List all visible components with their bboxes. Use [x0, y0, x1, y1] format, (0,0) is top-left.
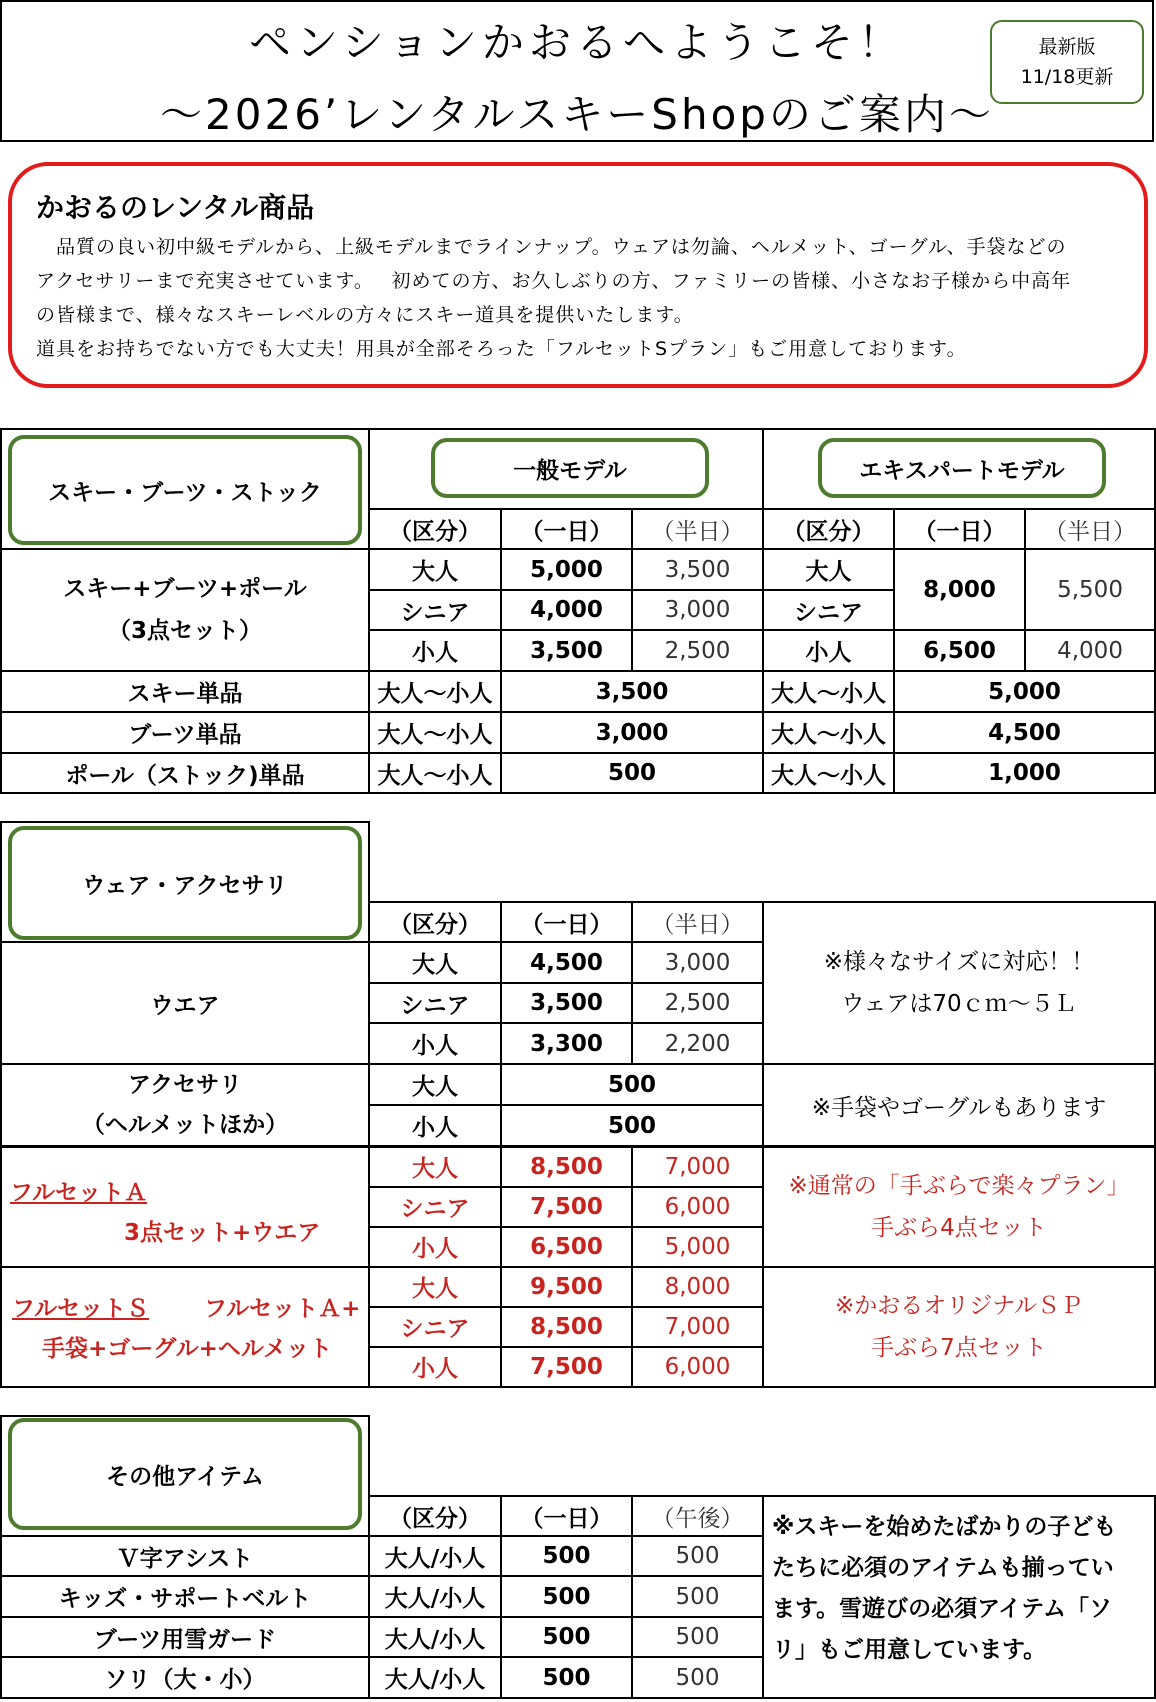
price-day: 8,500 — [501, 1147, 632, 1187]
fullset-a-desc: 3点セット+ウエア — [124, 1220, 321, 1246]
price-cell: 3,500 — [501, 671, 763, 712]
price-cell: 3,000 — [501, 712, 763, 753]
category-cell: 大人 — [369, 1267, 501, 1307]
category-cell: 大人～小人 — [763, 712, 894, 753]
category-cell: 小人 — [369, 1023, 501, 1064]
item-name: Ｖ字アシスト — [1, 1536, 369, 1576]
price-half: 5,000 — [632, 1227, 763, 1267]
header-day: （一日） — [501, 1496, 632, 1536]
category-cell: シニア — [369, 590, 501, 630]
price-half: 2,500 — [632, 630, 763, 671]
price-day: 500 — [501, 1536, 632, 1576]
category-cell: 大人 — [369, 1147, 501, 1187]
fullset-a-name-cell — [1, 1147, 369, 1267]
other-note: ※スキーを始めたばかりの子ども — [772, 1514, 1117, 1540]
category-cell: 大人～小人 — [369, 712, 501, 753]
general-model-label: 一般モデル — [431, 438, 709, 498]
category-cell: シニア — [369, 1307, 501, 1347]
item-name: キッズ・サポートベルト — [1, 1576, 369, 1617]
set-name-cell — [1, 549, 369, 671]
other-note-cell — [763, 1496, 1155, 1698]
category-cell: 小人 — [369, 1347, 501, 1387]
price-day: 5,000 — [501, 549, 632, 590]
fullset-s-desc: フルセットＡ+ — [204, 1295, 361, 1322]
price-half: 4,000 — [1025, 630, 1155, 671]
acc-note: ※手袋やゴーグルもあります — [763, 1064, 1155, 1147]
price-half: 7,000 — [632, 1147, 763, 1187]
price-cell: 500 — [501, 753, 763, 793]
category-cell: 大人～小人 — [369, 753, 501, 793]
blank-cell — [369, 822, 1155, 902]
fullset-a-note-cell — [763, 1147, 1155, 1267]
price-cell: 5,000 — [894, 671, 1155, 712]
header-category: （区分） — [369, 509, 501, 549]
price-cell: 500 — [501, 1105, 763, 1146]
price-day: 8,500 — [501, 1307, 632, 1347]
price-cell: 500 — [501, 1064, 763, 1105]
set-name-sub: （3点セット） — [107, 618, 262, 644]
section-label-wear: ウェア・アクセサリ — [8, 826, 362, 940]
header-category: （区分） — [763, 509, 894, 549]
fullset-s-note: ※かおるオリジナルＳＰ — [834, 1292, 1084, 1319]
price-day: 9,500 — [501, 1267, 632, 1307]
blank-cell — [369, 1416, 1155, 1496]
price-day: 3,500 — [501, 983, 632, 1023]
category-cell: 小人 — [763, 630, 894, 671]
item-name: ウエア — [1, 942, 369, 1064]
category-cell: 大人～小人 — [369, 671, 501, 712]
version-date: 11/18更新 — [1020, 66, 1114, 88]
intro-title: かおるのレンタル商品 — [36, 191, 315, 224]
price-half: 500 — [632, 1657, 763, 1698]
price-day: 500 — [501, 1576, 632, 1617]
price-half: 500 — [632, 1617, 763, 1657]
intro-line: 品質の良い初中級モデルから、上級モデルまでラインナップ。ウェアは勿論、ヘルメット、ゴーグル、手袋などの — [36, 236, 1067, 258]
fullset-a-name: フルセットＡ — [10, 1180, 148, 1206]
category-cell: 小人 — [369, 1105, 501, 1146]
price-day: 4,000 — [501, 590, 632, 630]
intro-line: 道具をお持ちでない方でも大丈夫！用具が全部そろった「フルセットSプラン」もご用意しております。 — [36, 338, 967, 360]
fullset-s-name: フルセットＳ — [12, 1295, 150, 1322]
price-cell: 1,000 — [894, 753, 1155, 793]
price-half: 2,500 — [632, 983, 763, 1023]
page-subtitle: ～2026’レンタルスキーShopのご案内～ — [160, 90, 994, 139]
category-cell: シニア — [369, 983, 501, 1023]
header-half: （半日） — [632, 902, 763, 942]
category-cell: 大人～小人 — [763, 671, 894, 712]
category-cell: 大人/小人 — [369, 1536, 501, 1576]
category-cell: 大人 — [369, 549, 501, 590]
fullset-s-name-cell — [1, 1267, 369, 1387]
acc-name-sub: （ヘルメットほか） — [81, 1112, 289, 1138]
price-half: 5,500 — [1025, 549, 1155, 630]
header-category: （区分） — [369, 1496, 501, 1536]
other-note: たちに必須のアイテムも揃ってい — [772, 1555, 1114, 1581]
header-day: （一日） — [501, 509, 632, 549]
price-day: 500 — [501, 1617, 632, 1657]
item-name: ソリ（大・小） — [1, 1657, 369, 1698]
price-half: 7,000 — [632, 1307, 763, 1347]
fullset-s-note-cell — [763, 1267, 1155, 1387]
category-cell: シニア — [763, 590, 894, 630]
item-name: スキー単品 — [1, 671, 369, 712]
fullset-a-note: 手ぶら4点セット — [871, 1214, 1047, 1241]
section-label-other: その他アイテム — [8, 1418, 362, 1530]
category-cell: 大人 — [369, 1064, 501, 1105]
fullset-a-note: ※通常の「手ぶらで楽々プラン」 — [788, 1172, 1130, 1199]
category-cell: 大人 — [369, 942, 501, 983]
category-cell: 大人 — [763, 549, 894, 590]
header-half: （午後） — [632, 1496, 763, 1536]
price-half: 3,500 — [632, 549, 763, 590]
price-half: 2,200 — [632, 1023, 763, 1064]
wear-note: ※様々なサイズに対応！！ — [823, 949, 1095, 975]
other-note: リ」もご用意しています。 — [772, 1637, 1047, 1663]
set-name: スキー+ブーツ+ポール — [63, 576, 307, 602]
wear-note-cell — [763, 902, 1155, 1064]
price-day: 3,500 — [501, 630, 632, 671]
price-half: 6,000 — [632, 1347, 763, 1387]
price-half: 6,000 — [632, 1187, 763, 1227]
header-day: （一日） — [501, 902, 632, 942]
category-cell: 大人～小人 — [763, 753, 894, 793]
price-half: 3,000 — [632, 942, 763, 983]
item-name: ブーツ単品 — [1, 712, 369, 753]
category-cell: 大人/小人 — [369, 1576, 501, 1617]
intro-line: の皆様まで、様々なスキーレベルの方々にスキー道具を提供いたします。 — [36, 304, 694, 326]
price-half: 3,000 — [632, 590, 763, 630]
price-half: 8,000 — [632, 1267, 763, 1307]
category-cell: 小人 — [369, 630, 501, 671]
price-day: 7,500 — [501, 1347, 632, 1387]
header-half: （半日） — [632, 509, 763, 549]
price-day: 6,500 — [894, 630, 1025, 671]
category-cell: 大人/小人 — [369, 1617, 501, 1657]
category-cell: シニア — [369, 1187, 501, 1227]
other-note: ます。雪遊びの必須アイテム「ソ — [772, 1596, 1112, 1622]
item-name: ポール（ストック)単品 — [1, 753, 369, 793]
price-day: 6,500 — [501, 1227, 632, 1267]
fullset-s-note: 手ぶら7点セット — [871, 1334, 1047, 1361]
header-category: （区分） — [369, 902, 501, 942]
section-label-ski: スキー・ブーツ・ストック — [8, 435, 362, 545]
intro-line: アクセサリーまで充実させています。 初めての方、お久しぶりの方、ファミリーの皆様、小さなお子様から中高年 — [36, 270, 1072, 292]
acc-name: アクセサリ — [127, 1072, 243, 1098]
price-day: 7,500 — [501, 1187, 632, 1227]
item-name: ブーツ用雪ガード — [1, 1617, 369, 1657]
price-half: 500 — [632, 1536, 763, 1576]
header-day: （一日） — [894, 509, 1025, 549]
price-day: 500 — [501, 1657, 632, 1698]
price-cell: 4,500 — [894, 712, 1155, 753]
version-badge — [990, 20, 1144, 104]
category-cell: 大人/小人 — [369, 1657, 501, 1698]
header-half: （半日） — [1025, 509, 1155, 549]
price-day: 4,500 — [501, 942, 632, 983]
page-title: ペンションかおるへようこそ！ — [248, 18, 906, 67]
expert-model-label: エキスパートモデル — [818, 438, 1106, 498]
price-day: 3,300 — [501, 1023, 632, 1064]
fullset-s-desc: 手袋+ゴーグル+ヘルメット — [42, 1335, 333, 1362]
category-cell: 小人 — [369, 1227, 501, 1267]
acc-name-cell — [1, 1064, 369, 1147]
wear-note: ウェアは70ｃｍ～５Ｌ — [841, 991, 1077, 1017]
version-label: 最新版 — [1038, 36, 1096, 58]
price-day: 8,000 — [894, 549, 1025, 630]
price-half: 500 — [632, 1576, 763, 1617]
